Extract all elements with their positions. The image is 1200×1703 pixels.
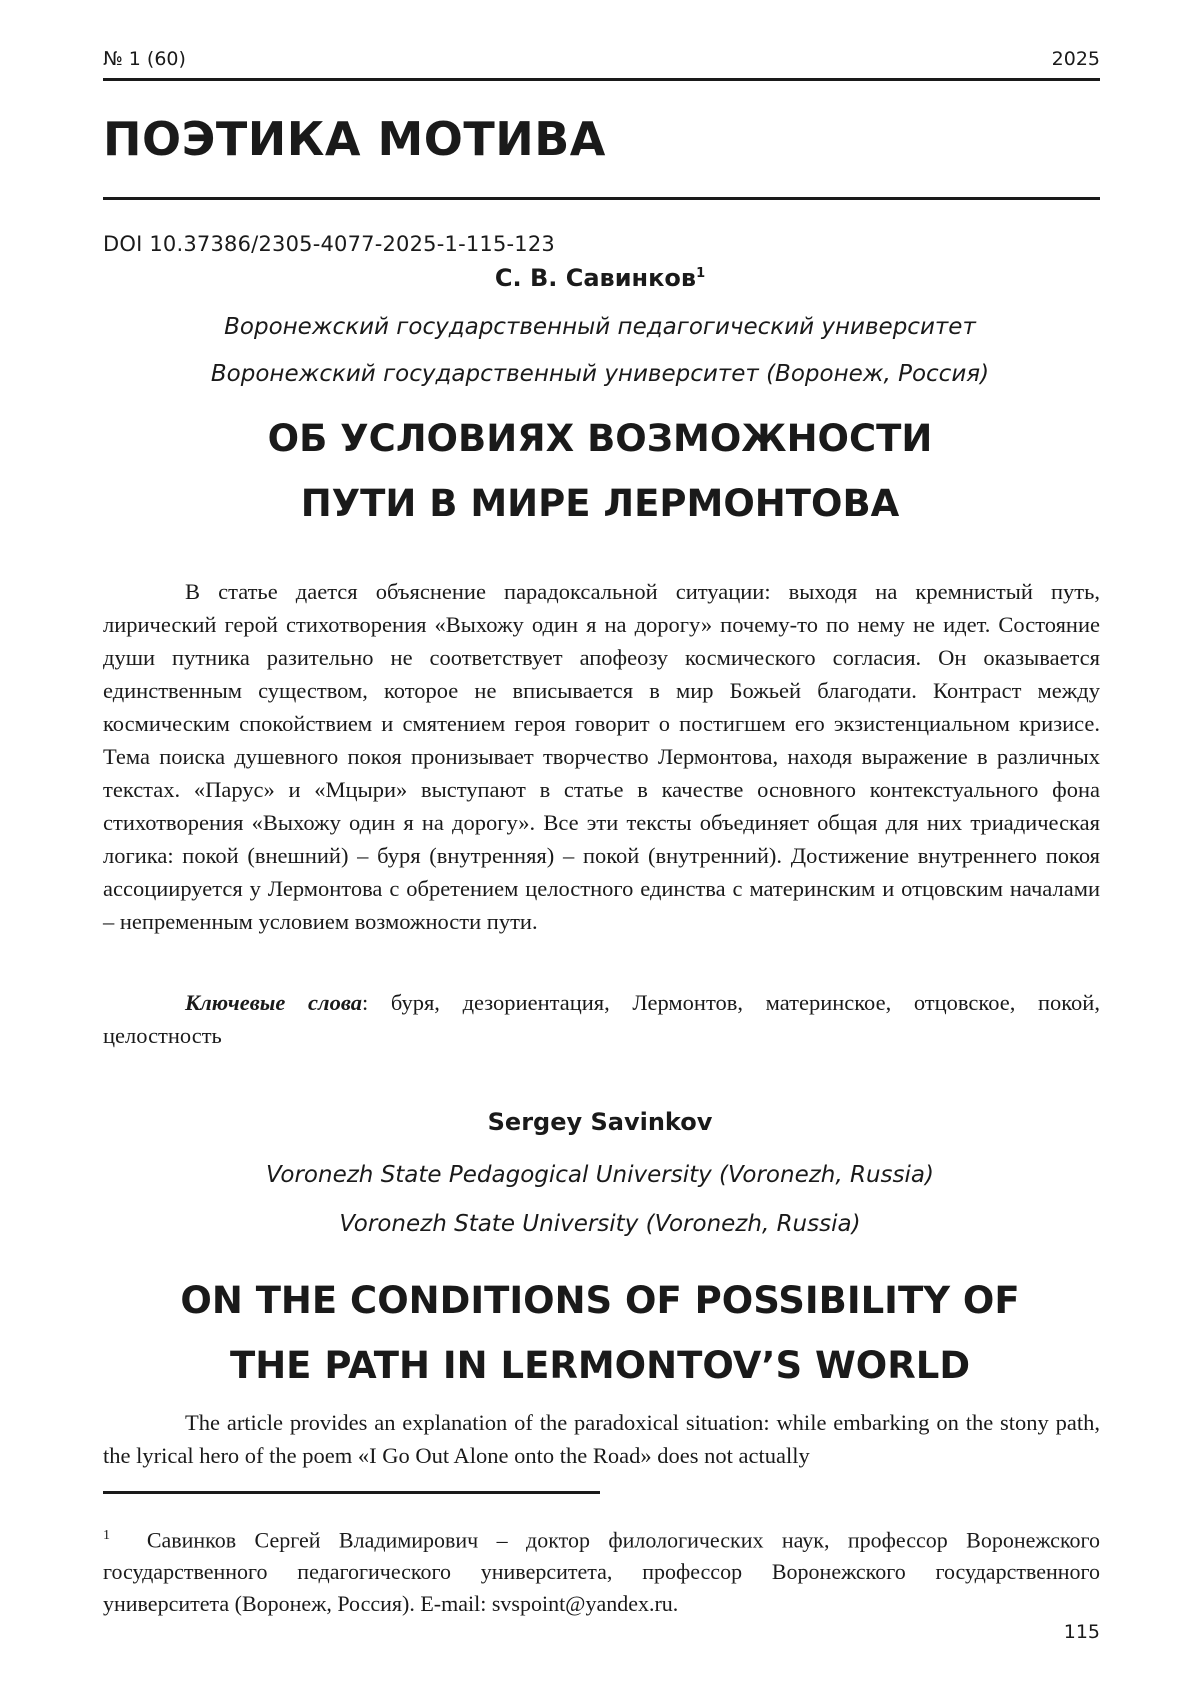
section-title: ПОЭТИКА МОТИВА [103,112,606,166]
affiliation-ru-1: Воронежский государственный педагогический университет [224,314,976,340]
article-title-ru-line: ПУТИ В МИРЕ ЛЕРМОНТОВА [300,482,900,525]
page-number: 115 [1063,1621,1100,1643]
keywords-ru [103,986,1100,1052]
abstract-en: The article provides an explanation of the paradoxical situation: while embarking on the stony path, the lyrical hero of the poem «I Go Out Alone onto the Road» does not actually [103,1410,1100,1468]
issue-year: 2025 [1051,48,1100,70]
article-title-ru-line: ОБ УСЛОВИЯХ ВОЗМОЖНОСТИ [267,417,933,460]
footnote-rule [103,1491,600,1494]
article-title-en-line: ON THE CONDITIONS OF POSSIBILITY OF [180,1279,1020,1322]
article-title-ru [0,406,1200,536]
keywords-label: Ключевые слова [185,990,362,1015]
author-ru-name: С. В. Савинков [494,264,697,292]
section-rule [103,197,1100,200]
doi: DOI 10.37386/2305-4077-2025-1-115-123 [103,232,555,256]
footnote-text: Савинков Сергей Владимирович – доктор филологических наук, профессор Воронежского государственного педагогического университета, профессор Воронежского государственного университета (Воронеж, Россия). E-mail: svspoint@yandex.ru. [103,1527,1100,1617]
affiliation-ru-2: Воронежский государственный университет (Воронеж, Россия) [210,361,990,387]
keywords-list: : буря, дезориентация, Лермонтов, материнское, отцовское, покой, целостность [103,990,1100,1048]
header-rule [103,78,1100,81]
footnote-ref: 1 [696,266,706,281]
author-en: Sergey Savinkov [487,1108,713,1136]
affiliation-en-2: Voronezh State University (Voronezh, Russia) [339,1211,861,1237]
issue-number: № 1 (60) [103,48,186,70]
affiliation-en-1: Voronezh State Pedagogical University (Voronezh, Russia) [266,1162,934,1188]
footnote-mark: 1 [103,1528,110,1543]
author-ru [0,264,1200,292]
article-title-en [0,1268,1200,1398]
abstract-ru: В статье дается объяснение парадоксальной ситуации: выходя на кремнистый путь, лирический герой стихотворения «Выхожу один я на дорогу» почему-то по нему не идет. Состояние души путника разительно не соответствует апофеозу космического согласия. Он оказывается единственным существом, которое не вписывается в мир Божьей благодати. Контраст между космическим спокойствием и смятением героя говорит о постигшем его экзистенциальном кризисе. Тема поиска душевного покоя пронизывает творчество Лермонтова, находя выражение в различных текстах. «Парус» и «Мцыри» выступают в статье в качестве основного контекстуального фона стихотворения «Выхожу один я на дорогу». Все эти тексты объединяет общая для них триадическая логика: покой (внешний) – буря (внутренняя) – покой (внутренний). Достижение внутреннего покоя ассоциируется у Лермонтова с обретением целостного единства с материнским и отцовским началами – непременным условием возможности пути. [103,579,1100,934]
article-title-en-line: THE PATH IN LERMONTOV’S WORLD [229,1344,971,1387]
footnote [103,1520,1100,1620]
